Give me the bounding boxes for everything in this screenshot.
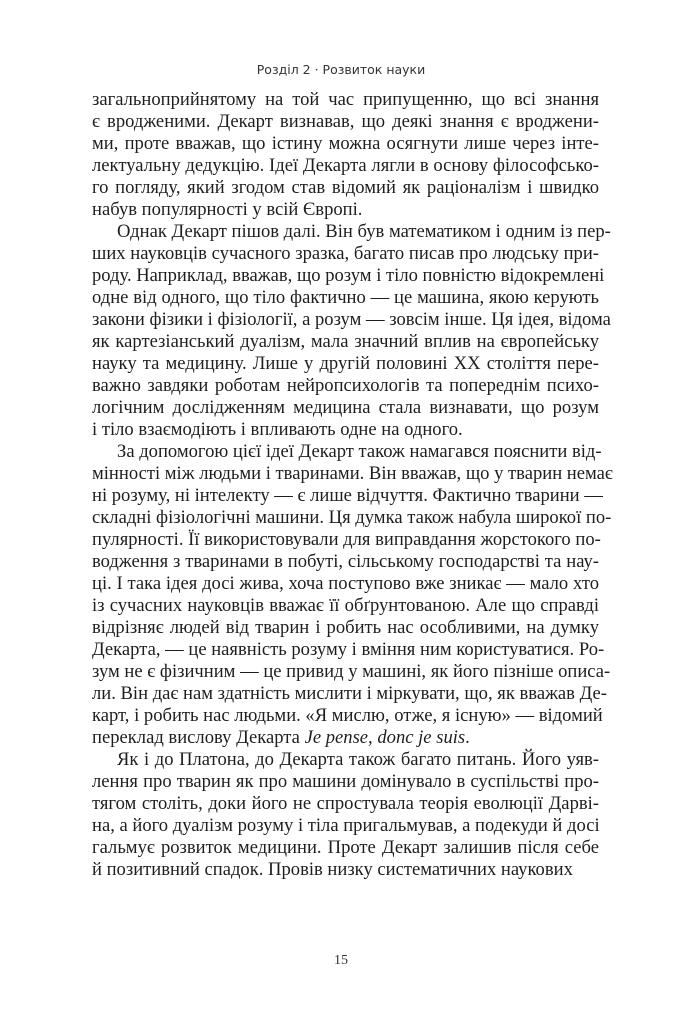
text-line: й позитивний спадок. Провів низку систематичних наукових bbox=[92, 859, 573, 880]
text-line: на, а його дуалізм розуму і тіла пригальмував, а подекуди й досі bbox=[92, 815, 600, 836]
paragraph bbox=[92, 221, 611, 441]
text-line: ших науковців сучасного зразка, багато писав про людську при- bbox=[92, 243, 599, 264]
text-line: гальмує розвиток медицини. Проте Декарт залишив після себе bbox=[92, 837, 599, 858]
italic-quote: Je pense, donc je suis bbox=[304, 727, 466, 748]
text-line: набув популярності у всій Європі. bbox=[92, 199, 363, 220]
text-line: ці. І така ідея досі жива, хоча поступово вже зникає — мало хто bbox=[92, 573, 599, 594]
text-line: лення про тварин як про машини домінувало в суспільстві про- bbox=[92, 771, 599, 792]
page-number: 15 bbox=[334, 953, 348, 968]
text-line: загальноприйнятому на той час припущенню, що всі знання bbox=[92, 89, 599, 110]
text-fragment: переклад вислову Декарта bbox=[92, 727, 305, 748]
text-line: із сучасних науковців вважає її обґрунтованою. Але що справді bbox=[92, 595, 599, 616]
text-line: закони фізики і фізіології, а розум — зовсім інше. Ця ідея, відома bbox=[92, 309, 611, 330]
text-line: водження з тваринами в побуті, сільському господарстві та нау- bbox=[92, 551, 599, 572]
paragraph bbox=[92, 441, 613, 749]
paragraph bbox=[92, 89, 599, 221]
text-line: роду. Наприклад, вважав, що розум і тіло повністю відокремлені bbox=[92, 265, 605, 286]
text-line: логічним дослідженням медицина стала визнавати, що розум bbox=[92, 397, 599, 418]
text-line: відрізняє людей від тварин і робить нас особливими, на думку bbox=[92, 617, 599, 638]
text-line: Як і до Платона, до Декарта також багато питань. Його уяв- bbox=[117, 749, 599, 770]
text-line: як картезіанський дуалізм, мала значний вплив на європейську bbox=[92, 331, 599, 352]
text-line: За допомогою цієї ідеї Декарт також намагався пояснити від- bbox=[117, 441, 602, 462]
text-line: го погляду, який згодом став відомий як раціоналізм і швидко bbox=[92, 177, 599, 198]
running-header: Розділ 2 · Розвиток науки bbox=[256, 62, 426, 77]
text-line: ми, проте вважав, що істину можна осягнути лише через інте- bbox=[92, 133, 599, 154]
text-line: важно завдяки роботам нейропсихологів та попереднім психо- bbox=[92, 375, 599, 396]
text-line: складні фізіологічні машини. Ця думка також набула широкої по- bbox=[92, 507, 612, 528]
text-line: Однак Декарт пішов далі. Він був математиком і одним із пер- bbox=[117, 221, 611, 242]
text-line: науку та медицину. Лише у другій половині XX століття пере- bbox=[92, 353, 599, 374]
text-line bbox=[92, 727, 599, 749]
text-line: пулярності. Її використовували для виправдання жорстокого по- bbox=[92, 529, 601, 550]
text-line: ли. Він дає нам здатність мислити і міркувати, що, як вважав Де- bbox=[92, 683, 607, 704]
text-fragment: . bbox=[465, 727, 470, 748]
text-line: лектуальну дедукцію. Ідеї Декарта лягли в основу філософсько- bbox=[92, 155, 599, 176]
text-line: одне від одного, що тіло фактично — це машина, якою керують bbox=[92, 287, 599, 308]
text-line: тягом століть, доки його не спростувала теорія еволюції Дарві- bbox=[92, 793, 599, 814]
text-line: і тіло взаємодіють і впливають одне на одного. bbox=[92, 419, 463, 440]
text-line: є вродженими. Декарт визнавав, що деякі знання є вроджени- bbox=[92, 111, 599, 132]
text-line: Декарта, — це наявність розуму і вміння ним користуватися. Ро- bbox=[92, 639, 605, 660]
text-line: мінності між людьми і тваринами. Він вважав, що у тварин немає bbox=[92, 463, 613, 484]
text-line: ні розуму, ні інтелекту — є лише відчуття. Фактично тварини — bbox=[92, 485, 603, 506]
text-line: карт, і робить нас людьми. «Я мислю, отже, я існую» — відомий bbox=[92, 705, 603, 726]
paragraph bbox=[92, 749, 599, 881]
body-text bbox=[92, 89, 613, 881]
text-line: зум не є фізичним — це привид у машині, як його пізніше описа- bbox=[92, 661, 611, 682]
